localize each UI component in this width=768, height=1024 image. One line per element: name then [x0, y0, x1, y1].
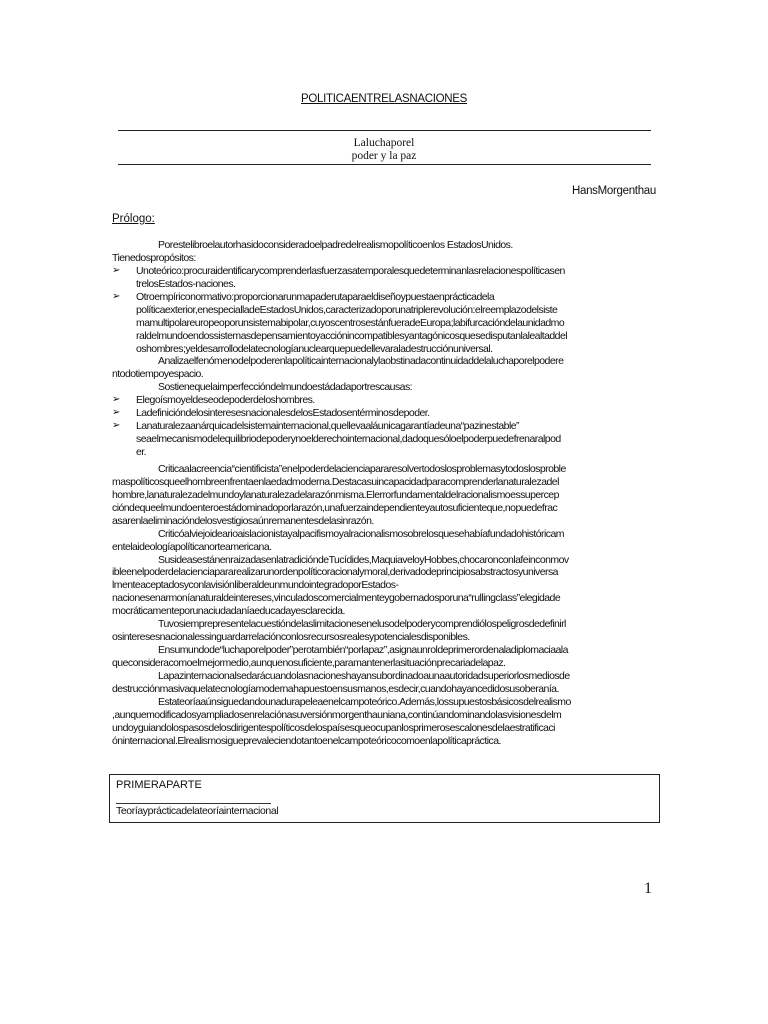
line-text: er.	[136, 446, 147, 458]
paragraph-line	[112, 579, 658, 592]
document-title: POLITICAENTRELASNACIONES	[301, 93, 467, 105]
line-text: Criticaalacreencia“cientificista”enelpoderdelacienciapararesolvertodoslosproblemasytodoslosproble	[158, 462, 566, 475]
paragraph-line	[112, 605, 658, 618]
line-text: mocráticamenteporunaciudadaníaeducadayesclarecida.	[112, 605, 345, 618]
line-text: políticaexterior,enespecialladeEstadosUnidos,caracterizadoporunatriplerevolución:elreemplazodelsiste	[136, 303, 558, 316]
paragraph-line	[112, 476, 658, 489]
paragraph-line	[112, 355, 658, 368]
line-text: lmenteaceptadosyconlavisiónliberaldeunmundointegradoporEstados-	[112, 579, 399, 592]
line-text: entelaideologíapolíticanorteamericana.	[112, 540, 272, 553]
section-title: PRIMERAPARTE	[116, 779, 202, 791]
paragraph-line	[112, 592, 658, 605]
line-text: maspolíticosqueelhombreenfrentaenlaedadmoderna.Destacasuincapacidadparacomprenderlanaturalezadel	[112, 475, 559, 488]
line-text: undoyguiandolospasosdelosdirigentespolíticosdelospaísesqueocupanlosprimerosescalonesdelaestratificaci	[112, 721, 555, 734]
paragraph-line	[112, 463, 658, 476]
line-text: Estateoríaaúnsiguedandounadurapeleaenelcampoteórico.Además,lossupuestosbásicosdelrealismo	[158, 695, 571, 708]
paragraph-line	[112, 554, 658, 567]
line-text: Lapazinternacionalsedarácuandolasnacioneshayansubordinadoaunaautoridadsuperiorlosmediosde	[158, 669, 570, 682]
line-text: nacionesenarmoníanaturaldeintereses,vinculadoscomercialmenteygobernadosporuna“rullingclass”elegidade	[112, 592, 561, 605]
bullet-continuation	[112, 433, 658, 446]
paragraph-line	[112, 722, 658, 735]
line-text: Porestelibroelautorhasidoconsideradoelpadredelrealismopolíticoenlos EstadosUnidos.	[158, 239, 513, 251]
line-text: ibleenelpoderdelacienciapararealizarunordenpolíticoracionalymoral,derivadodeprincipiosabstractosyuniversa	[112, 566, 558, 579]
line-text: Unoteórico:procuraidentificarycomprenderlasfuerzasatemporalesquedeterminanlasrelacionespolíticasen	[136, 264, 565, 277]
bullet-continuation	[112, 278, 658, 291]
line-text: Lanaturalezaanárquicadelsistemainternacional,quellevaaláunicagarantíadeuna“pazinestable”	[136, 420, 519, 433]
paragraph-line	[112, 631, 658, 644]
line-text: LadefinicióndelosinteresesnacionalesdelosEstadosentérminosdepoder.	[136, 407, 430, 420]
line-text: oshombres;yeldesarrollodelatecnologíanuclearquepuedellevaraladestrucciónuniversal.	[136, 342, 493, 355]
subtitle-line-1: Laluchaporel	[353, 137, 415, 149]
bullet-continuation	[112, 343, 658, 356]
bullet-continuation	[112, 446, 658, 459]
line-text: queconsideracomoelmejormedio,aunquenosuficiente,paramantenerlasituaciónprecariadelapaz.	[112, 657, 506, 669]
line-text: cióndequeelmundoenteroestádominadoporlarazón,unafuerzaindependienteyautosuficienteque,nopuedefrac	[112, 501, 558, 514]
arrow-bullet-icon: ➢	[112, 394, 120, 406]
line-text: asarenlaeliminacióndelosvestigiosaúnremanentesdelasinrazón.	[112, 514, 374, 527]
line-text: Analizaelfenómenodelpoderenlapolíticainternacionalylaobstinadacontinuidaddelaluchaporelpodere	[158, 355, 564, 368]
line-text: seaelmecanismodelequilibriodepoderynoelderechointernacional,dadoquesóloelpoderpuedefrenaralpod	[136, 433, 561, 446]
bullet-item	[112, 407, 658, 420]
line-text: osinteresesnacionalessinguardarrelaciónconlosrecursosrealesypotencialesdisponibles.	[112, 631, 470, 644]
paragraph-line	[112, 502, 658, 515]
line-text: hombre,lanaturalezadelmundoylanaturalezadelarazónmisma.Elerrorfundamentaldelracionalismoessupercep	[112, 488, 559, 501]
line-text: Sostienequelaimperfeccióndelmundoestádadaportrescausas:	[158, 381, 413, 394]
bullet-continuation	[112, 317, 658, 330]
prologo-body	[112, 239, 658, 748]
section-box	[109, 774, 660, 823]
arrow-bullet-icon: ➢	[112, 420, 120, 432]
bullet-item	[112, 265, 658, 278]
paragraph-line	[112, 618, 658, 631]
section-subtitle: Teoríayprácticadelateoríainternacional	[116, 805, 279, 817]
paragraph-line	[112, 566, 658, 579]
paragraph-line	[112, 657, 658, 670]
paragraph-line	[112, 696, 658, 709]
line-text: raldelmundoendossistemasdepensamientoyacciónincompatiblesyantagónicosquesedisputanlalealtaddel	[136, 329, 568, 342]
arrow-bullet-icon: ➢	[112, 290, 120, 302]
paragraph-line	[112, 515, 658, 528]
prologo-heading: Prólogo:	[112, 213, 155, 225]
arrow-bullet-icon: ➢	[112, 264, 120, 276]
document-subtitle	[0, 137, 768, 163]
subtitle-line-2: poder y la paz	[351, 150, 417, 162]
line-text: Otroempíriconormativo:proporcionarunmapaderutaparaeldiseñoypuestaenprácticadela	[136, 290, 495, 303]
paragraph-line	[112, 541, 658, 554]
line-text: Ensumundode“luchaporelpoder”perotambién“porlapaz”,asignaunroldeprimerordenaladiplomaciaala	[158, 644, 568, 657]
paragraph-line	[112, 239, 658, 252]
paragraph-line	[112, 252, 658, 265]
line-text: SusideasestánenraizadasenlatradicióndeTucídides,MaquiaveloyHobbes,chocaronconlafeinconmov	[158, 553, 569, 566]
line-text: Elegoísmoyeldeseodepoderdeloshombres.	[136, 394, 315, 407]
line-text: Tuvosiemprepresentelacuestióndelaslimitacionesenelusodelpoderycomprendiólospeligrosdedefinirl	[158, 618, 566, 631]
line-text: Criticóalviejoidearioaislacionistayalpacifismoyalracionalismosobrelosquesehabíafundadohistóricam	[158, 527, 564, 540]
paragraph-line	[112, 644, 658, 657]
bullet-continuation	[112, 330, 658, 343]
paragraph-line	[112, 735, 658, 748]
page-number: 1	[644, 880, 652, 897]
bullet-continuation	[112, 304, 658, 317]
line-text: ntodotiempoyespacio.	[112, 368, 204, 381]
line-text: mamultipolareuropeoporunsistemabipolar,cuyoscentrosestánfueradeEuropa;labifurcacióndelaunidadmo	[136, 316, 565, 329]
paragraph-line	[112, 368, 658, 381]
line-text: óninternacional.Elrealismosigueprevaleciendotantoenelcampoteóricocomoenlapolíticapráctica.	[112, 734, 501, 747]
paragraph-line	[112, 709, 658, 722]
paragraph-line	[112, 528, 658, 541]
line-text: Tienedospropósitos:	[112, 251, 196, 264]
paragraph-line	[112, 670, 658, 683]
paragraph-line	[112, 381, 658, 394]
section-divider	[116, 803, 271, 804]
paragraph-line	[112, 683, 658, 696]
line-text: trelosEstados-naciones.	[136, 277, 236, 290]
bullet-item	[112, 291, 658, 304]
line-text: destrucciónmasivaquelatecnologíamodernahapuestoensusmanos,esdecir,cuandohayancedidosusoberanía.	[112, 682, 559, 695]
top-rule	[118, 130, 651, 131]
bullet-item	[112, 420, 658, 433]
bottom-rule	[118, 164, 651, 165]
line-text: ,aunquemodificadosyampliadosenrelaciónasuversiónmorgenthauniana,continúandominandolasvisionesdelm	[112, 708, 562, 721]
arrow-bullet-icon: ➢	[112, 407, 120, 419]
bullet-item	[112, 394, 658, 407]
author-name: HansMorgenthau	[571, 185, 656, 197]
paragraph-line	[112, 489, 658, 502]
